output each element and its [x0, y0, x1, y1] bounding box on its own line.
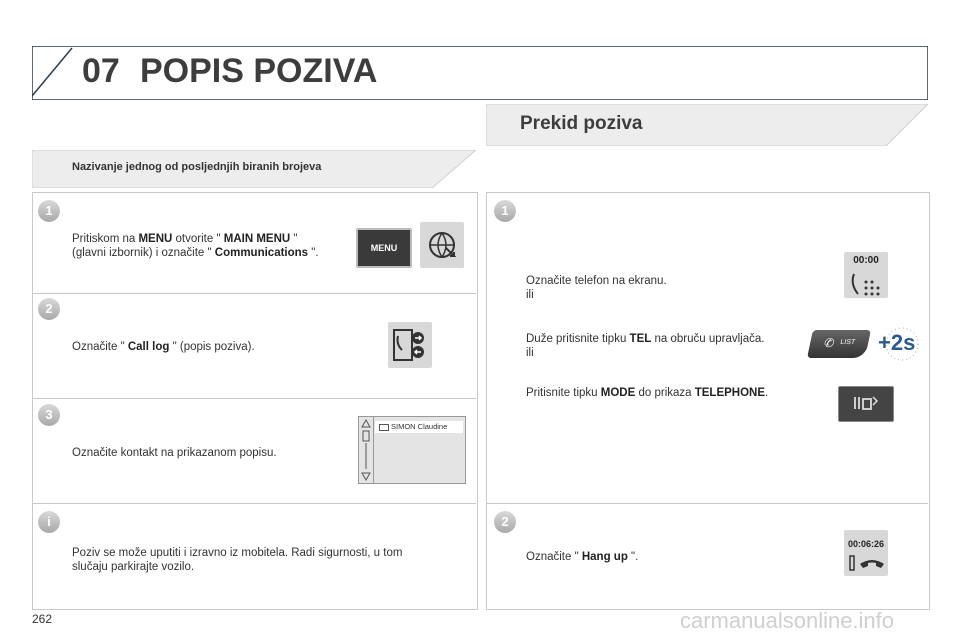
page-number: 262	[32, 612, 53, 626]
step-badge: 2	[494, 511, 516, 533]
list-item	[375, 421, 463, 433]
contact-card-icon	[379, 424, 389, 431]
divider	[33, 398, 476, 399]
hang-up-icon	[844, 530, 888, 576]
step-3-text: Označite kontakt na prikazanom popisu.	[72, 447, 277, 459]
steering-tel-button	[807, 330, 871, 358]
info-badge: i	[38, 511, 60, 533]
divider	[487, 503, 928, 504]
phone-dial-icon	[844, 252, 888, 298]
step-1-text: Pritiskom na MENU otvorite " MAIN MENU " (glavni izbornik) i označite " Communications ".	[72, 233, 319, 259]
phone-icon: ✆	[822, 336, 836, 350]
call-log-icon	[388, 322, 432, 368]
step-badge: 1	[38, 200, 60, 222]
divider	[33, 503, 476, 504]
contact-name: SIMON Claudine	[391, 422, 448, 431]
info-text: Poziv se može uputiti i izravno iz mobitela. Radi sigurnosti, u tom slučaju parkirajte vozilo.	[72, 547, 403, 573]
list-label: LIST	[839, 339, 856, 346]
chapter-title: POPIS POZIVA	[140, 52, 378, 90]
select-phone-text: Označite telefon na ekranu. ili	[526, 275, 667, 301]
tel-key-text: Duže pritisnite tipku TEL na obruču upravljača. ili	[526, 333, 765, 359]
menu-button-label: MENU	[370, 243, 398, 253]
call-timer: 00:00	[853, 255, 879, 266]
chapter-number: 07	[82, 52, 120, 90]
contact-list-screen	[358, 416, 466, 484]
mode-key-text: Pritisnite tipku MODE do prikaza TELEPHONE.	[526, 387, 769, 399]
hold-duration-badge	[876, 326, 920, 362]
step-badge: 3	[38, 404, 60, 426]
step-badge: 1	[494, 200, 516, 222]
step-badge: 2	[38, 298, 60, 320]
hang-up-text: Označite " Hang up ".	[526, 551, 639, 563]
section-title: Prekid poziva	[520, 113, 643, 134]
menu-button-image	[356, 228, 412, 268]
step-2-text: Označite " Call log " (popis poziva).	[72, 341, 255, 353]
communications-icon	[420, 222, 464, 268]
divider	[33, 293, 476, 294]
hold-time-label: +2s	[878, 330, 916, 355]
watermark: carmanualsonline.info	[680, 608, 895, 633]
call-duration: 00:06:26	[847, 539, 885, 549]
list-scrollbar	[359, 417, 374, 483]
subsection-title: Nazivanje jednog od posljednjih biranih brojeva	[72, 161, 322, 173]
mode-button-image	[838, 386, 894, 422]
